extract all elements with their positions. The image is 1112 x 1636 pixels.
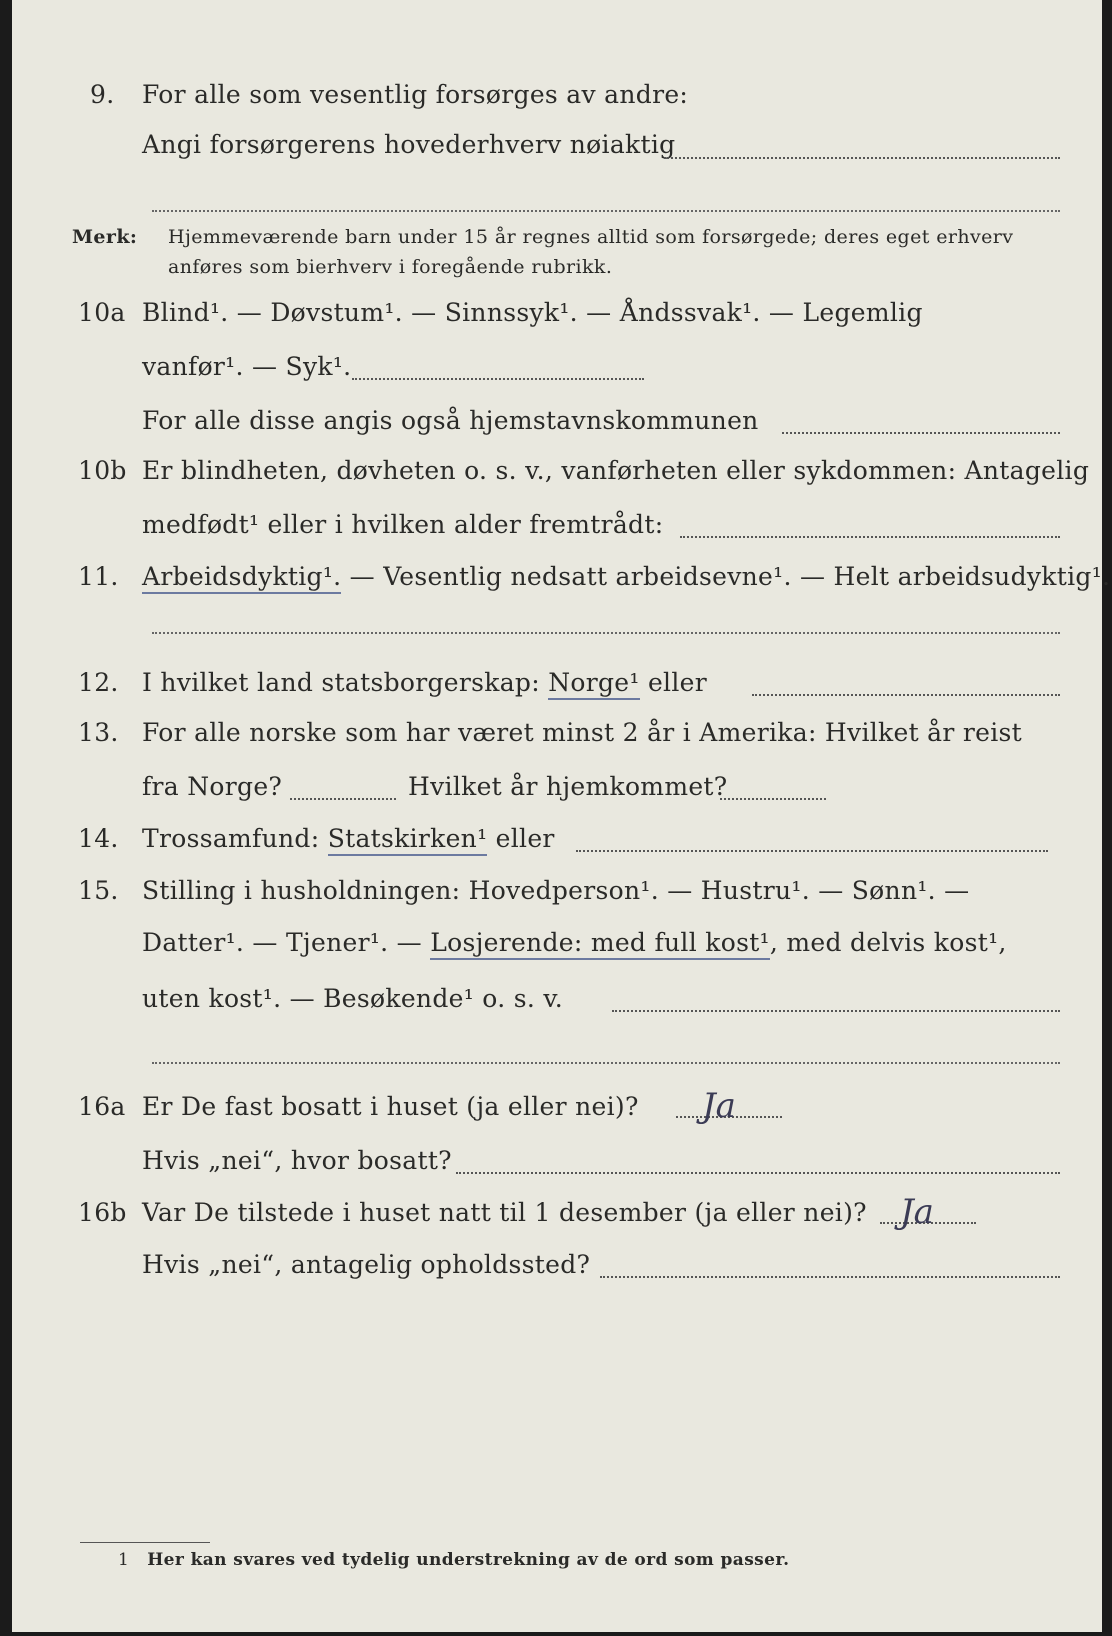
merk-note-line1 — [72, 226, 1014, 248]
q9-line2 — [12, 130, 1102, 170]
q15-line3 — [12, 984, 1102, 1024]
q14-option-statskirken[interactable]: Statskirken¹ — [328, 824, 488, 856]
q16a-subtext: Hvis „nei“, hvor bosatt? — [142, 1146, 452, 1175]
q12-text — [142, 668, 707, 697]
q16a-handwritten-answer: Ja — [702, 1086, 736, 1126]
q13-hjemkommet-label: Hvilket år hjemkommet? — [408, 772, 728, 801]
q10a-text: Blind¹. — Døvstum¹. — Sinnssyk¹. — Åndssvak¹. — Legemlig — [142, 298, 923, 327]
q10a-number: 10a — [78, 298, 126, 327]
q11-answer-line[interactable] — [152, 632, 1060, 634]
q10b-subtext: medfødt¹ eller i hvilken alder fremtrådt: — [142, 510, 664, 539]
q15-text-2 — [142, 928, 1007, 957]
q12-pre: I hvilket land statsborgerskap: — [142, 668, 549, 697]
q15-option-losjerende[interactable]: Losjerende: med full kost¹ — [430, 928, 770, 960]
q13-reist-line[interactable] — [290, 798, 396, 800]
q10a-subtext: vanfør¹. — Syk¹. — [142, 352, 352, 381]
q15-answer-line-2[interactable] — [152, 1062, 1060, 1064]
merk-note-line2 — [168, 256, 612, 278]
q11-line — [12, 562, 1111, 602]
q15-answer-line[interactable] — [612, 1010, 1060, 1012]
q16b-number: 16b — [78, 1198, 127, 1227]
footnote-text: Her kan svares ved tydelig understrekning av de ord som passer. — [147, 1550, 790, 1570]
footnote — [118, 1550, 789, 1570]
merk-text-2: anføres som bierhverv i foregående rubrikk. — [168, 256, 613, 278]
q10a-hjemstavn-text: For alle disse angis også hjemstavnskommunen — [142, 406, 759, 435]
q11-number: 11. — [78, 562, 119, 591]
q16b-handwritten-answer: Ja — [900, 1192, 934, 1232]
q12-post: eller — [639, 668, 707, 697]
q13-text: For alle norske som har været minst 2 år i Amerika: Hvilket år reist — [142, 718, 1023, 747]
q14-answer-line[interactable] — [576, 850, 1048, 852]
q9-answer-line[interactable] — [664, 157, 1060, 159]
q11-option-arbeidsdyktig[interactable]: Arbeidsdyktig¹. — [142, 562, 341, 594]
q16b-line1 — [12, 1198, 1102, 1238]
q14-text — [142, 824, 555, 853]
q13-number: 13. — [78, 718, 119, 747]
q14-post: eller — [487, 824, 555, 853]
q12-option-norge[interactable]: Norge¹ — [548, 668, 640, 700]
q16b-subtext: Hvis „nei“, antagelig opholdssted? — [142, 1250, 591, 1279]
q10a-line1 — [12, 298, 1102, 338]
q10a-syk-line[interactable] — [352, 378, 644, 380]
q10b-line2 — [12, 510, 1102, 550]
q15-line2 — [12, 928, 1102, 968]
q15-text: Stilling i husholdningen: Hovedperson¹. — Hustru¹. — Sønn¹. — — [142, 876, 970, 905]
q16b-text: Var De tilstede i huset natt til 1 desember (ja eller nei)? — [142, 1198, 867, 1227]
q15-line2a: Datter¹. — Tjener¹. — — [142, 928, 431, 957]
q15-number: 15. — [78, 876, 119, 905]
q15-line2b: , med delvis kost¹, — [769, 928, 1007, 957]
merk-text-1: Hjemmeværende barn under 15 år regnes alltid som forsørgede; deres eget erhverv — [168, 226, 1014, 248]
q12-number: 12. — [78, 668, 119, 697]
q9-text: For alle som vesentlig forsørges av andre: — [142, 80, 689, 109]
q9-number: 9. — [90, 80, 115, 109]
q10a-line2 — [12, 352, 1102, 392]
q14-pre: Trossamfund: — [142, 824, 328, 853]
q11-rest: — Vesentlig nedsatt arbeidsevne¹. — Helt arbeidsudyktig¹. — [341, 562, 1111, 591]
q12-line — [12, 668, 1102, 708]
q16a-line1 — [12, 1092, 1102, 1132]
q13-line2 — [12, 772, 1102, 812]
q10b-number: 10b — [78, 456, 127, 485]
q16a-text: Er De fast bosatt i huset (ja eller nei)? — [142, 1092, 639, 1121]
q16a-number: 16a — [78, 1092, 126, 1121]
q9-answer-line-2[interactable] — [152, 210, 1060, 212]
q14-line — [12, 824, 1102, 864]
q13-reist-label: fra Norge? — [142, 772, 283, 801]
q16a-bosatt-line[interactable] — [456, 1172, 1060, 1174]
q16a-line2 — [12, 1146, 1102, 1186]
q10a-line3 — [12, 406, 1102, 446]
q9-subtext: Angi forsørgerens hovederhverv nøiaktig — [142, 130, 676, 159]
q15-line1 — [12, 876, 1102, 916]
footnote-mark: 1 — [118, 1550, 130, 1570]
q10b-line1 — [12, 456, 1102, 496]
q12-answer-line[interactable] — [752, 694, 1060, 696]
footnote-divider — [80, 1542, 210, 1543]
q9-line1 — [12, 80, 1102, 120]
merk-label: Merk: — [72, 226, 138, 248]
q16b-opholdssted-line[interactable] — [600, 1276, 1060, 1278]
q13-line1 — [12, 718, 1102, 758]
q10a-hjemstavn-line[interactable] — [782, 432, 1060, 434]
q10b-text: Er blindheten, døvheten o. s. v., vanførheten eller sykdommen: Antagelig — [142, 456, 1090, 485]
q13-hjemkommet-line[interactable] — [720, 798, 826, 800]
q10b-answer-line[interactable] — [680, 536, 1060, 538]
q15-text-3: uten kost¹. — Besøkende¹ o. s. v. — [142, 984, 564, 1013]
q11-text — [142, 562, 1110, 591]
q14-number: 14. — [78, 824, 119, 853]
q16b-line2 — [12, 1250, 1102, 1290]
form-page — [12, 0, 1111, 1632]
